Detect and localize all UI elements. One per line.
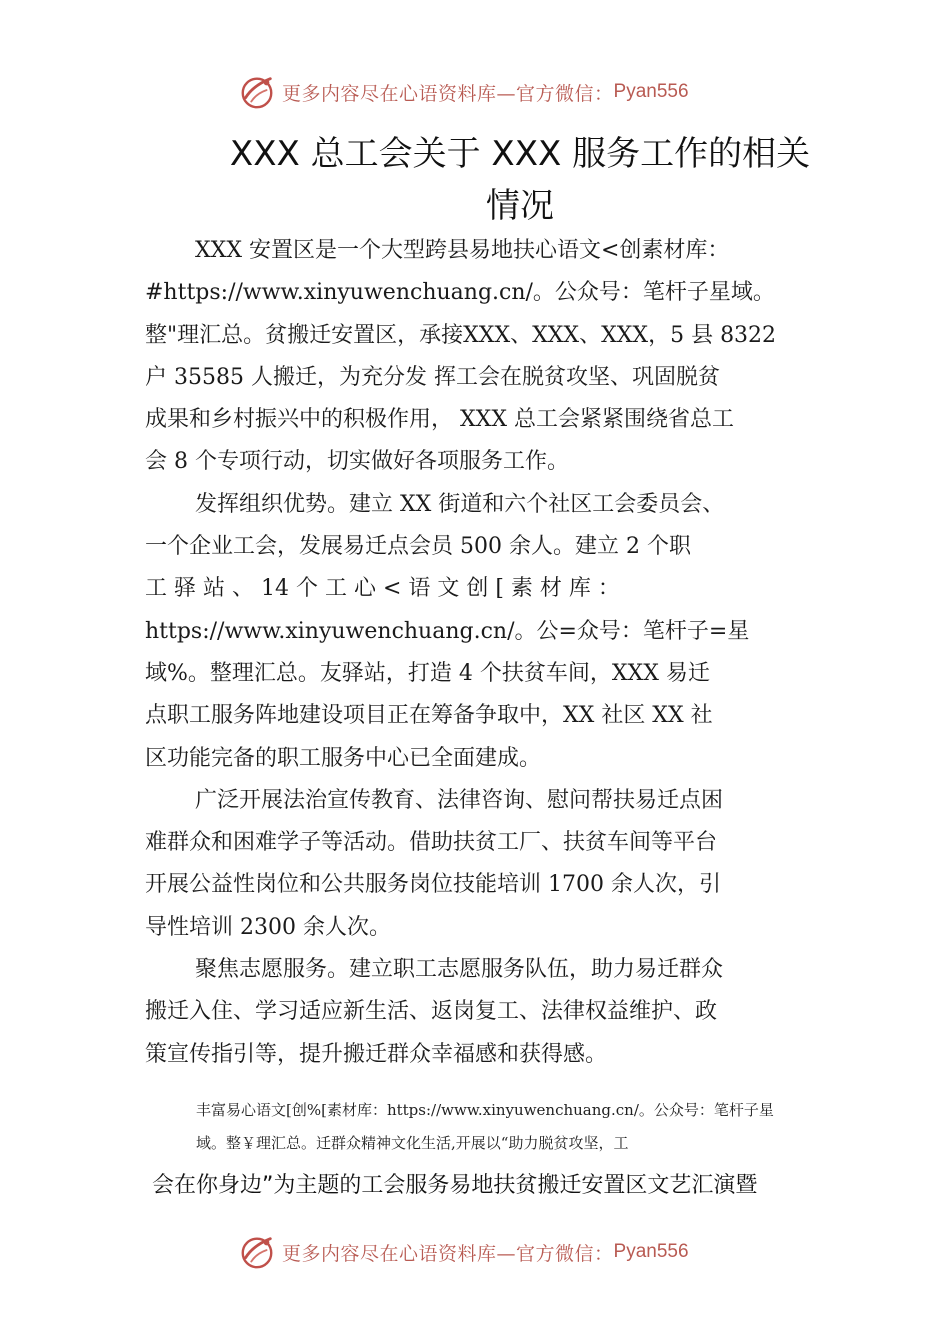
banner-wechat-id: Pyan556 bbox=[613, 81, 689, 102]
paragraph-line: 点职工服务阵地建设项目正在筹备争取中，XX 社区 XX 社 bbox=[145, 703, 713, 729]
paragraph-line: 整"理汇总。贫搬迁安置区，承接XXX、XXX、XXX，5 县 8322 bbox=[145, 322, 777, 348]
paragraph-line: 开展公益性岗位和公共服务岗位技能培训 1700 余人次，引 bbox=[145, 872, 721, 898]
paragraph-line: 会 8 个专项行动，切实做好各项服务工作。 bbox=[145, 449, 569, 475]
paragraph-line: 区功能完备的职工服务中心已全面建成。 bbox=[145, 745, 542, 771]
small-text-line-2: 域。整￥理汇总。迁群众精神文化生活,开展以“助力脱贫攻坚，工 bbox=[196, 1134, 629, 1152]
brush-logo-icon bbox=[238, 1233, 276, 1271]
title-line-1: XXX 总工会关于 XXX 服务工作的相关 bbox=[229, 134, 811, 174]
document-body bbox=[145, 230, 827, 1076]
paragraph-line: 户 35585 人搬迁，为充分发 挥工会在脱贫攻坚、巩固脱贫 bbox=[145, 364, 720, 390]
paragraph-line: 策宣传指引等，提升搬迁群众幸福感和获得感。 bbox=[145, 1041, 608, 1067]
document-title bbox=[140, 128, 900, 232]
banner-text: 更多内容尽在心语资料库—官方微信： bbox=[282, 82, 614, 105]
paragraph-line: #https://www.xinyuwenchuang.cn/。公众号：笔杆子星域。 bbox=[145, 280, 775, 306]
paragraph-line: 导性培训 2300 余人次。 bbox=[145, 914, 391, 940]
paragraph-line: 难群众和困难学子等活动。借助扶贫工厂、扶贫车间等平台 bbox=[145, 830, 718, 856]
banner-text: 更多内容尽在心语资料库—官方微信： bbox=[282, 1242, 614, 1265]
banner-wechat-id: Pyan556 bbox=[613, 1241, 689, 1262]
paragraph-line: 一个企业工会，发展易迁点会员 500 余人。建立 2 个职 bbox=[145, 534, 691, 560]
paragraph-line: 搬迁入住、学习适应新生活、返岗复工、法律权益维护、政 bbox=[145, 999, 718, 1025]
paragraph-line: 发挥组织优势。建立 XX 街道和六个社区工会委员会、 bbox=[195, 491, 725, 517]
paragraph-line: 广泛开展法治宣传教育、法律咨询、慰问帮扶易迁点困 bbox=[195, 787, 724, 813]
paragraph-line: 工 驿 站 、 14 个 工 心 < 语 文 创 [ 素 材 库 ： bbox=[145, 576, 620, 602]
paragraph-line: 成果和乡村振兴中的积极作用， XXX 总工会紧紧围绕省总工 bbox=[145, 407, 734, 433]
paragraph-line: 域%。整理汇总。友驿站，打造 4 个扶贫车间，XXX 易迁 bbox=[145, 660, 710, 686]
title-line-2: 情况 bbox=[486, 186, 554, 226]
paragraph-1 bbox=[145, 230, 827, 484]
paragraph-3 bbox=[145, 780, 827, 949]
bottom-watermark-banner bbox=[238, 1230, 689, 1274]
small-text-line-1: 丰富易心语文[创%[素材库：https://www.xinyuwenchuang.cn/。公众号：笔杆子星 bbox=[196, 1101, 774, 1119]
paragraph-line: 聚焦志愿服务。建立职工志愿服务队伍，助力易迁群众 bbox=[195, 957, 724, 983]
paragraph-line: https://www.xinyuwenchuang.cn/。公=众号：笔杆子=星 bbox=[145, 618, 750, 644]
paragraph-line: XXX 安置区是一个大型跨县易地扶心语文<创素材库： bbox=[195, 238, 730, 263]
brush-logo-icon bbox=[238, 73, 276, 111]
paragraph-4 bbox=[145, 949, 827, 1076]
top-watermark-banner bbox=[238, 70, 689, 114]
bold-text-line: 会在你身边”为主题的工会服务易地扶贫搬迁安置区文艺汇演暨 bbox=[152, 1173, 758, 1198]
paragraph-2 bbox=[145, 484, 827, 780]
